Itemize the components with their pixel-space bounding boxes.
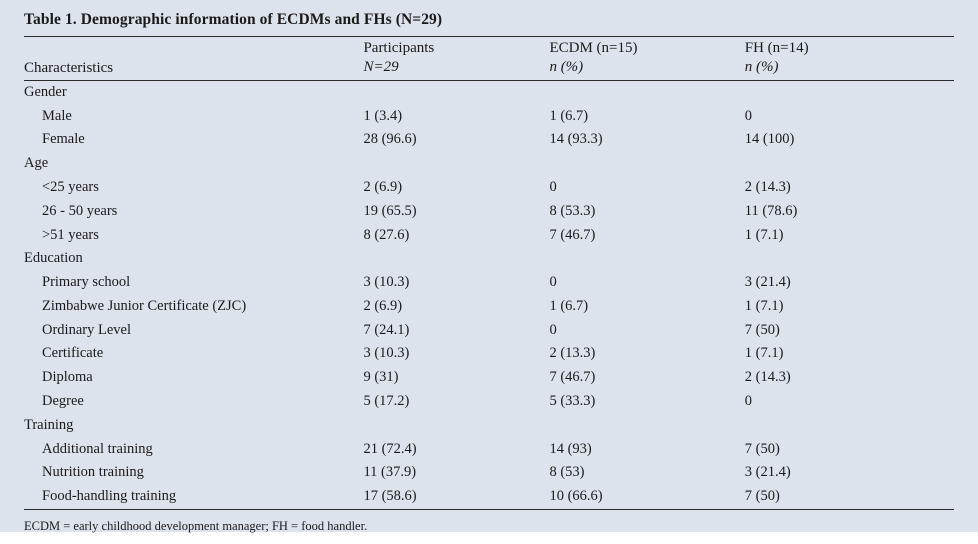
row-value-cell [549,152,744,176]
column-header-fh-label: FH (n=14) [744,40,809,56]
row-label-cell: Degree [42,393,84,410]
table-row [24,437,954,461]
column-header-ecdm [549,37,744,80]
table-body [24,81,954,509]
row-value-cell: 5 (17.2) [363,393,410,410]
table-row [24,247,954,271]
row-value-cell: 9 (31) [363,369,399,386]
row-value-cell: 8 (53.3) [549,202,596,219]
row-value-cell: 14 (100) [744,131,795,148]
row-value-cell: 11 (78.6) [744,202,798,219]
column-header-fh-sub: n (%) [744,58,779,75]
table-row [24,176,954,200]
table-title: Table 1. Demographic information of ECDMs and FHs (N=29) [24,11,443,28]
row-label-cell: Food-handling training [42,488,177,505]
row-value-cell: 7 (46.7) [549,369,596,386]
row-value-cell: 8 (53) [549,464,585,481]
row-value-cell: 2 (13.3) [549,345,596,362]
table-row [24,485,954,509]
row-value-cell: 8 (27.6) [363,226,410,243]
row-value-cell: 3 (10.3) [363,345,410,362]
column-header-ecdm-label: ECDM (n=15) [549,40,638,56]
row-value-cell [745,413,954,437]
table-row [24,342,954,366]
row-value-cell: 7 (46.7) [549,226,596,243]
row-label-cell: Education [24,250,83,267]
column-header-participants-sub: N=29 [363,58,399,75]
row-value-cell: 3 (21.4) [744,464,791,481]
row-value-cell [745,247,954,271]
table-header-row [24,37,954,80]
row-label-cell: Age [24,155,49,172]
row-value-cell: 0 [744,393,752,410]
row-value-cell: 17 (58.6) [363,488,417,505]
row-label-cell: Gender [24,83,67,100]
table-row [24,390,954,414]
row-value-cell: 5 (33.3) [549,393,596,410]
row-value-cell: 7 (50) [744,488,780,505]
column-header-participants [363,37,549,80]
row-value-cell: 2 (14.3) [744,369,791,386]
row-label-cell: Nutrition training [42,464,144,481]
column-header-fh [745,37,954,80]
row-value-cell [745,81,954,105]
row-value-cell: 0 [744,107,752,124]
row-label-cell: Zimbabwe Junior Certificate (ZJC) [42,297,247,314]
table-row [24,413,954,437]
row-value-cell: 21 (72.4) [363,440,417,457]
row-value-cell: 10 (66.6) [549,488,603,505]
table-row [24,199,954,223]
table-row [24,318,954,342]
row-value-cell: 2 (6.9) [363,179,403,196]
row-value-cell [363,152,549,176]
row-value-cell: 1 (7.1) [744,345,784,362]
table-head [24,37,954,80]
table-inner [24,0,954,544]
column-header-ecdm-sub: n (%) [549,58,584,75]
column-header-participants-label: Participants [363,40,435,56]
table-footnote: ECDM = early childhood development manager; FH = food handler. [24,518,368,533]
table-row [24,81,954,105]
row-value-cell: 0 [549,179,557,196]
row-label-cell: Ordinary Level [42,321,131,338]
column-header-characteristics-label: Characteristics [24,59,114,76]
row-value-cell [549,247,744,271]
column-header-characteristics [24,37,363,80]
demographic-table [24,37,954,80]
row-value-cell [549,81,744,105]
table-row [24,152,954,176]
table-row [24,271,954,295]
row-value-cell: 3 (10.3) [363,274,410,291]
row-value-cell: 2 (6.9) [363,297,403,314]
row-value-cell: 11 (37.9) [363,464,417,481]
row-value-cell [745,152,954,176]
table-row [24,366,954,390]
row-label-cell: Female [42,131,85,148]
row-value-cell: 14 (93) [549,440,592,457]
row-value-cell: 7 (50) [744,440,780,457]
table-row [24,128,954,152]
row-label-cell: Training [24,416,74,433]
row-value-cell: 3 (21.4) [744,274,791,291]
row-label-cell: >51 years [42,226,99,243]
row-value-cell: 19 (65.5) [363,202,417,219]
demographic-table-body [24,81,954,509]
row-value-cell: 7 (50) [744,321,780,338]
row-value-cell: 1 (3.4) [363,107,403,124]
row-value-cell [363,247,549,271]
row-label-cell: Male [42,107,72,124]
row-value-cell: 1 (6.7) [549,107,589,124]
row-label-cell: Additional training [42,440,153,457]
row-label-cell: <25 years [42,179,99,196]
row-value-cell: 1 (6.7) [549,297,589,314]
row-value-cell [363,413,549,437]
table-row [24,104,954,128]
row-value-cell: 14 (93.3) [549,131,603,148]
row-value-cell: 1 (7.1) [744,297,784,314]
row-value-cell: 0 [549,321,557,338]
row-value-cell: 2 (14.3) [744,179,791,196]
row-label-cell: Certificate [42,345,104,362]
row-label-cell: 26 - 50 years [42,202,118,219]
row-value-cell: 28 (96.6) [363,131,417,148]
table-row [24,223,954,247]
table-row [24,295,954,319]
row-value-cell [363,81,549,105]
row-value-cell [549,413,744,437]
table-row [24,461,954,485]
row-label-cell: Primary school [42,274,131,291]
row-label-cell: Diploma [42,369,93,386]
row-value-cell: 0 [549,274,557,291]
row-value-cell: 1 (7.1) [744,226,784,243]
row-value-cell: 7 (24.1) [363,321,410,338]
